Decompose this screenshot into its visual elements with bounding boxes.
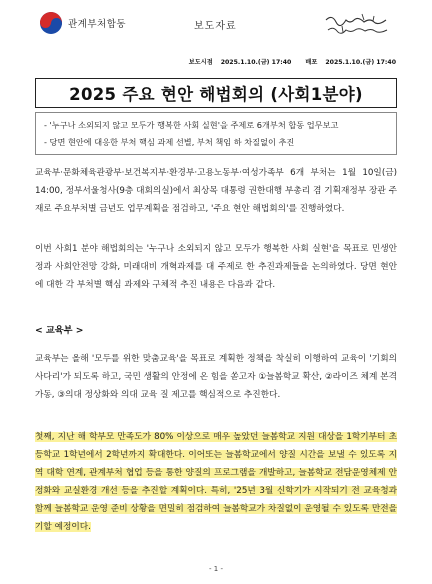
release-value: 2025.1.10.(금) 17:40 [220,59,292,66]
summary-box [35,112,397,155]
taegeuk-icon [40,12,62,34]
paragraph-overview [35,240,397,294]
summary-line: - '누구나 소외되지 않고 모두가 행복한 사회 실현'을 주제로 6개부처 합동 업무보고 [44,120,339,130]
press-header [0,0,432,50]
page-number: - 1 - [209,565,223,573]
distribution-value: 2025.1.10.(금) 17:40 [325,59,396,66]
page-title: 2025 주요 현안 해법회의 (사회1분야) [69,85,363,104]
title-box [35,78,397,108]
paragraph-overview-text: 이번 사회1 분야 해법회의는 '누구나 소외되지 않고 모두가 행복한 사회 실현'을 목표로 민생안정과 사회안전망 강화, 미래대비 개혁과제를 대 주제로 한 추진과제들을 논의하였다. 당면 현안에 대한 각 부처별 핵심 과제와 구체적 추진 내용은 다음과 같다. [35,244,397,290]
doc-type-label: 보도자료 [194,21,237,32]
government-logo [40,12,126,34]
paragraph-neulbom [35,428,397,536]
paragraph-education [35,350,397,404]
paragraph-neulbom-text: 첫째, 지난 해 학부모 만족도가 80% 이상으로 매우 높았던 늘봄학교 지원 대상을 1학기부터 초등학교 1학년에서 2학년까지 확대한다. 이어또는 늘봄학교에서 양질 시간을 보낼 수 있도록 지역 대학 연계, 관계부처 협업 등을 통한 양질의 프로그램을 개발하고, 늘봄학교 전담운영체제 안정화와 교실환경 개선 등을 추진할 계획이다. 특히, '25년 3월 신학기가 시작되기 전 교육청과 함께 늘봄학교 운영 준비 상황을 면밀히 점검하여 늘봄학교가 차질없이 운영될 수 있도록 만전을 기할 예정이다. [35,432,397,532]
slogan-calligraphy-icon [322,10,396,38]
paragraph-intro [35,164,397,218]
section-heading-education: < 교육부 > [35,325,84,336]
release-meta [189,57,396,66]
paragraph-education-text: 교육부는 올해 '모두를 위한 맞춤교육'을 목표로 계획한 정책을 착실히 이행하여 교육이 '기회의 사다리'가 되도록 하고, 국민 생활의 안정에 온 힘을 쏟고자 ①늘봄학교 확산, ②라이즈 체계 본격 가동, ③의대 정상화와 의대 교육 질 제고를 핵심적으로 추진한다. [35,354,397,400]
release-label: 보도시점 [188,59,213,66]
distribution-label: 배포 [305,59,318,66]
summary-line: - 당면 현안에 대응한 부처 핵심 과제 선별, 부처 책임 하 차질없이 추진 [44,137,295,147]
paragraph-intro-text: 교육부·문화체육관광부·보건복지부·환경부·고용노동부·여성가족부 6개 부처는 1월 10일(금) 14:00, 정부서울청사(9층 대회의실)에서 최상목 대통령 권한대행 부총리 겸 기획재정부 장관 주재로 주요부처별 금년도 업무계획을 점검하고, '주요 현안 해법회의'를 진행하였다. [35,168,397,214]
org-name: 관계부처합동 [68,19,127,30]
